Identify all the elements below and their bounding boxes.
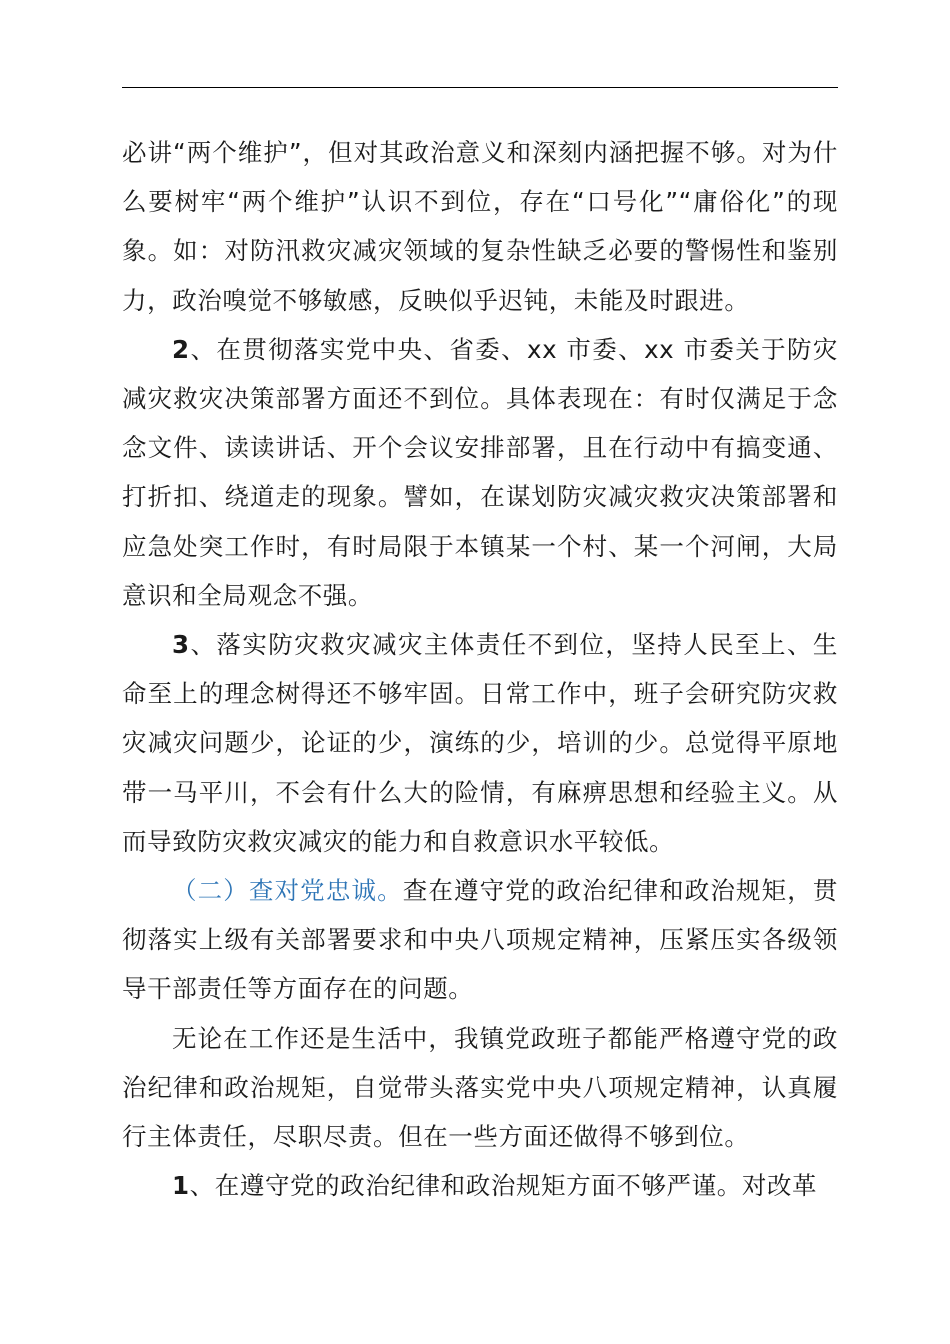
- item-number: 1: [172, 1171, 190, 1201]
- paragraph-item-3: [122, 620, 838, 866]
- item-number: 3: [172, 630, 190, 660]
- paragraph-section-2: [122, 866, 838, 1014]
- paragraph-text: 、在遵守党的政治纪律和政治规矩方面不够严谨。对改革: [189, 1171, 818, 1201]
- paragraph-text: 查在遵守党的政治纪律和政治规矩，贯彻落实上级有关部署要求和中央八项规定精神，压紧压实各级领导干部责任等方面存在的问题。: [122, 876, 839, 1004]
- paragraph-item-2: [122, 325, 838, 620]
- paragraph-text: 必讲“两个维护”，但对其政治意义和深刻内涵把握不够。对为什么要树牢“两个维护”认识不到位，存在“口号化”“庸俗化”的现象。如：对防汛救灾减灾领域的复杂性缺乏必要的警惕性和鉴别力，政治嗅觉不够敏感，反映似乎迟钝，未能及时跟进。: [122, 138, 838, 315]
- paragraph-intro: [122, 1014, 838, 1162]
- paragraph-continued: [122, 128, 838, 325]
- paragraph-text: 、落实防灾救灾减灾主体责任不到位，坚持人民至上、生命至上的理念树得还不够牢固。日常工作中，班子会研究防灾救灾减灾问题少，论证的少，演练的少，培训的少。总觉得平原地带一马平川，不会有什么大的险情，有麻痹思想和经验主义。从而导致防灾救灾减灾的能力和自救意识水平较低。: [122, 630, 838, 856]
- paragraph-text: 无论在工作还是生活中，我镇党政班子都能严格遵守党的政治纪律和政治规矩，自觉带头落实党中央八项规定精神，认真履行主体责任，尽职尽责。但在一些方面还做得不够到位。: [122, 1023, 838, 1152]
- paragraph-text: 、在贯彻落实党中央、省委、xx 市委、xx 市委关于防灾减灾救灾决策部署方面还不到位。具体表现在：有时仅满足于念念文件、读读讲话、开个会议安排部署，且在行动中有搞变通、打折扣、绕道走的现象。譬如，在谋划防灾减灾救灾决策部署和应急处突工作时，有时局限于本镇某一个村、某一个河闸，大局意识和全局观念不强。: [122, 334, 838, 610]
- paragraph-item-1: [122, 1161, 838, 1210]
- body-text: [122, 128, 838, 1210]
- header-rule: [122, 87, 838, 88]
- section-heading: （二）查对党忠诚。: [172, 876, 403, 906]
- item-number: 2: [172, 334, 190, 364]
